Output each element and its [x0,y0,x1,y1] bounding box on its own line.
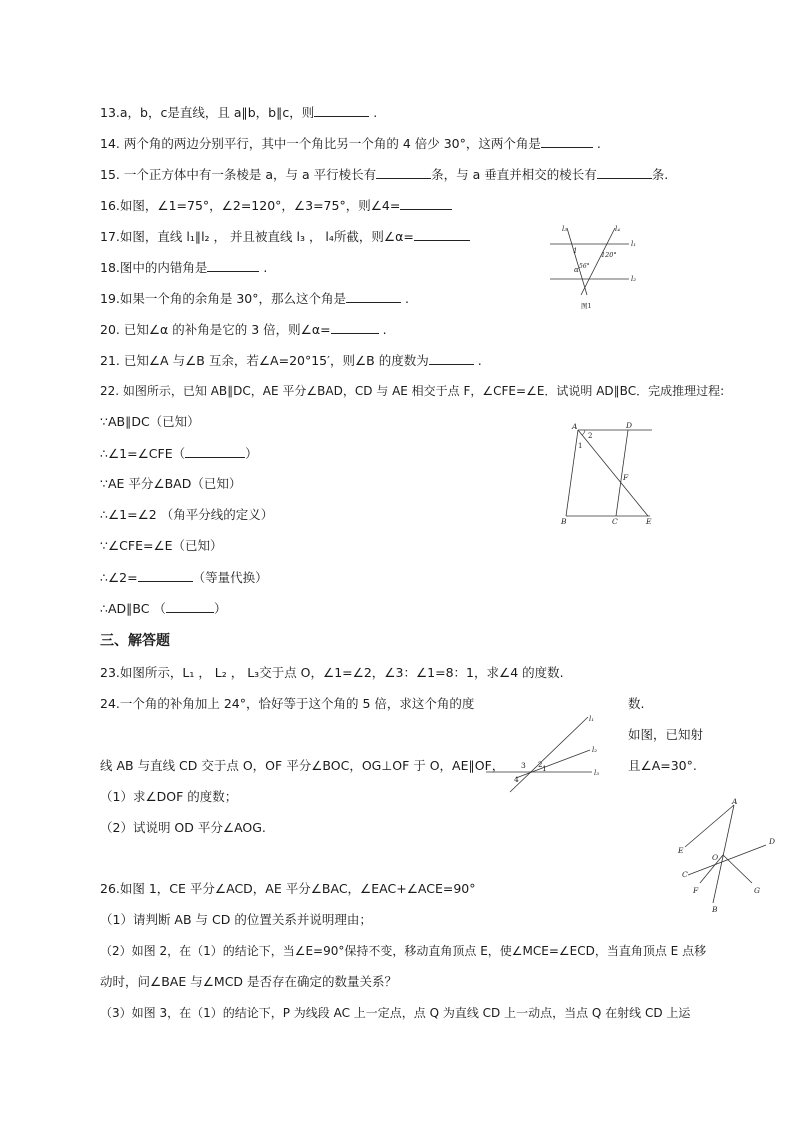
point-A: A [572,422,578,431]
q26-p2: （2）如图 2，在（1）的结论下，当∠E=90°保持不变，移动直角顶点 E，使∠MCE=∠ECD，当直角顶点 E 点移 [100,944,707,958]
q25-tail [628,758,697,774]
label-l2: l₂ [631,275,637,283]
label-alpha: α [574,266,579,274]
q26-p1: （1）请判断 AB 与 CD 的位置关系并说明理由； [100,912,372,927]
q19 [100,290,409,307]
label-angle-120: 120° [601,251,617,259]
answer-blank[interactable] [376,166,431,179]
point-B: B [712,905,718,914]
answer-blank[interactable] [314,104,369,117]
q18-end: . [263,260,268,275]
q24-tail [628,696,644,712]
q22-step3 [100,476,241,492]
q22-step2 [100,445,258,462]
figure-22 [560,420,660,530]
answer-blank[interactable] [207,259,259,272]
q26-p2b: 动时，问∠BAE 与∠MCD 是否存在确定的数量关系？ [100,974,398,989]
answer-blank[interactable] [166,600,214,613]
figure-caption: 图1 [581,302,592,310]
q22-s1: ∵AB∥DC（已知） [100,414,200,429]
q25-tail-text: 且∠A=30°. [628,758,697,773]
q25-part1 [100,789,237,805]
q22-s6a: ∴∠2= [100,570,138,585]
q26-part2b [100,974,397,990]
label-l3: l₃ [594,769,600,777]
q25-part2 [100,820,266,836]
q22-s5: ∵∠CFE=∠E（已知） [100,538,223,553]
answer-blank[interactable] [346,290,401,303]
line-l2 [516,750,590,778]
angle-2-label: 2 [538,761,543,769]
angle-1-label: 1 [542,764,547,773]
ray-OG [723,855,752,883]
answer-blank[interactable] [541,135,593,148]
q15 [100,166,668,183]
answer-blank[interactable] [331,321,379,334]
q13 [100,104,377,121]
q24-tail-text: 数. [628,696,645,711]
q15-end: 条. [651,167,669,182]
q26-part2 [100,943,706,959]
q22-s4: ∴∠1=∠2 （角平分线的定义） [100,507,274,522]
q22-s7b: ） [213,601,227,616]
q22-step1 [100,414,200,430]
q17 [100,228,470,245]
figure-1 [545,220,645,312]
q26 [100,881,476,897]
q24 [100,696,474,712]
line-l4 [581,228,615,295]
label-angle-56: 56° [579,263,590,270]
q21-text: 21. 已知∠A 与∠B 互余，若∠A=20°15′，则∠B 的度数为 [100,353,429,368]
point-B: B [561,517,567,526]
label-l1: l₁ [631,240,637,248]
q25-head-text: 如图，已知射 [628,727,704,742]
q26-p3: （3）如图 3，在（1）的结论下，P 为线段 AC 上一定点，点 Q 为直线 CD 上一动点，当点 Q 在射线 CD 上运 [100,1006,691,1020]
angle-3-label: 3 [521,761,526,770]
q22-s7a: ∴AD∥BC （ [100,601,166,616]
figure-23 [486,712,616,798]
q22-s3: ∵AE 平分∠BAD（已知） [100,476,242,491]
label-l3: l₃ [562,225,568,233]
segment-AE [578,430,648,516]
q24-text: 24.一个角的补角加上 24°，恰好等于这个角的 5 倍，求这个角的度 [100,696,475,711]
point-D: D [769,837,776,846]
q26-part3 [100,1005,690,1021]
q17-text: 17.如图，直线 l₁∥l₂ ， 并且被直线 l₃ ， l₄所截，则∠α= [100,229,414,244]
q25-text: 线 AB 与直线 CD 交于点 O，OF 平分∠BOC，OG⊥OF 于 O，AE∥OF， [100,758,505,773]
q22 [100,383,724,399]
q18 [100,259,267,276]
angle-4-label: 4 [514,775,519,784]
q22-s6b: （等量代换） [192,570,268,585]
line-CD [688,845,766,875]
q13-text: 13.a，b，c是直线，且 a∥b，b∥c，则 [100,105,315,120]
section-heading: 三、解答题 [100,633,170,649]
point-E: E [646,517,652,526]
q23 [100,665,564,681]
q14 [100,135,601,152]
answer-blank[interactable] [138,569,193,582]
q15-text: 15. 一个正方体中有一条棱是 a，与 a 平行棱长有 [100,167,377,182]
q20-end: . [382,322,387,337]
answer-blank[interactable] [414,228,470,241]
q22-step4 [100,507,273,523]
q25-p2: （2）试说明 OD 平分∠AOG. [100,820,266,835]
q22-step6 [100,569,268,586]
q16 [100,197,452,214]
answer-blank[interactable] [185,445,245,458]
q25 [100,758,504,774]
answer-blank[interactable] [429,352,474,365]
q13-end: . [373,105,378,120]
label-l1: l₁ [589,715,595,723]
q22-step5 [100,538,223,554]
q25-p1: （1）求∠DOF 的度数； [100,789,238,804]
q21 [100,352,482,369]
point-O: O [712,853,719,862]
q18-text: 18.图中的内错角是 [100,260,208,275]
q21-end: . [477,353,482,368]
point-C: C [612,517,618,526]
point-F: F [623,473,629,482]
label-l2: l₂ [592,746,598,754]
label-l4: l₄ [615,225,621,233]
q19-end: . [405,291,409,306]
q19-text: 19.如果一个角的余角是 30°，那么这个角是 [100,291,347,306]
q22-s2b: ） [245,446,258,461]
q22-step7 [100,600,226,617]
point-D: D [626,421,633,430]
label-angle-1: 1 [573,247,578,255]
point-A: A [732,797,738,806]
point-E: E [678,846,684,855]
q26-text: 26.如图 1，CE 平分∠ACD，AE 平分∠BAC，∠EAC+∠ACE=90° [100,881,476,896]
angle-2-label: 2 [588,432,593,440]
point-F: F [693,886,699,895]
answer-blank[interactable] [597,166,652,179]
q25-head [628,727,703,743]
q15-mid: 条，与 a 垂直并相交的棱长有 [431,167,597,182]
line-l3 [567,228,587,295]
q16-text: 16.如图，∠1=75°，∠2=120°，∠3=75°，则∠4= [100,198,401,213]
q23-text: 23.如图所示，L₁ ， L₂ ， L₃交于点 O，∠1=∠2，∠3：∠1=8：1，求∠4 的度数. [100,665,564,680]
q14-text: 14. 两个角的两边分别平行，其中一个角比另一个角的 4 倍少 30°，这两个角是 [100,136,541,151]
q20 [100,321,387,338]
figure-25 [670,795,785,915]
point-G: G [754,886,760,895]
q22-text: 22. 如图所示，已知 AB∥DC，AE 平分∠BAD，CD 与 AE 相交于点 F，∠CFE=∠E．试说明 AD∥BC．完成推理过程: [100,384,725,398]
point-C: C [682,870,688,879]
q20-text: 20. 已知∠α 的补角是它的 3 倍，则∠α= [100,322,331,337]
angle-1-label: 1 [578,442,583,450]
line-l1 [510,717,588,792]
angle-mark [582,430,585,435]
answer-blank[interactable] [400,197,452,210]
q14-end: . [596,136,601,151]
q26-part1 [100,912,372,928]
segment-AB [566,430,578,516]
q22-s2a: ∴∠1=∠CFE（ [100,446,186,461]
